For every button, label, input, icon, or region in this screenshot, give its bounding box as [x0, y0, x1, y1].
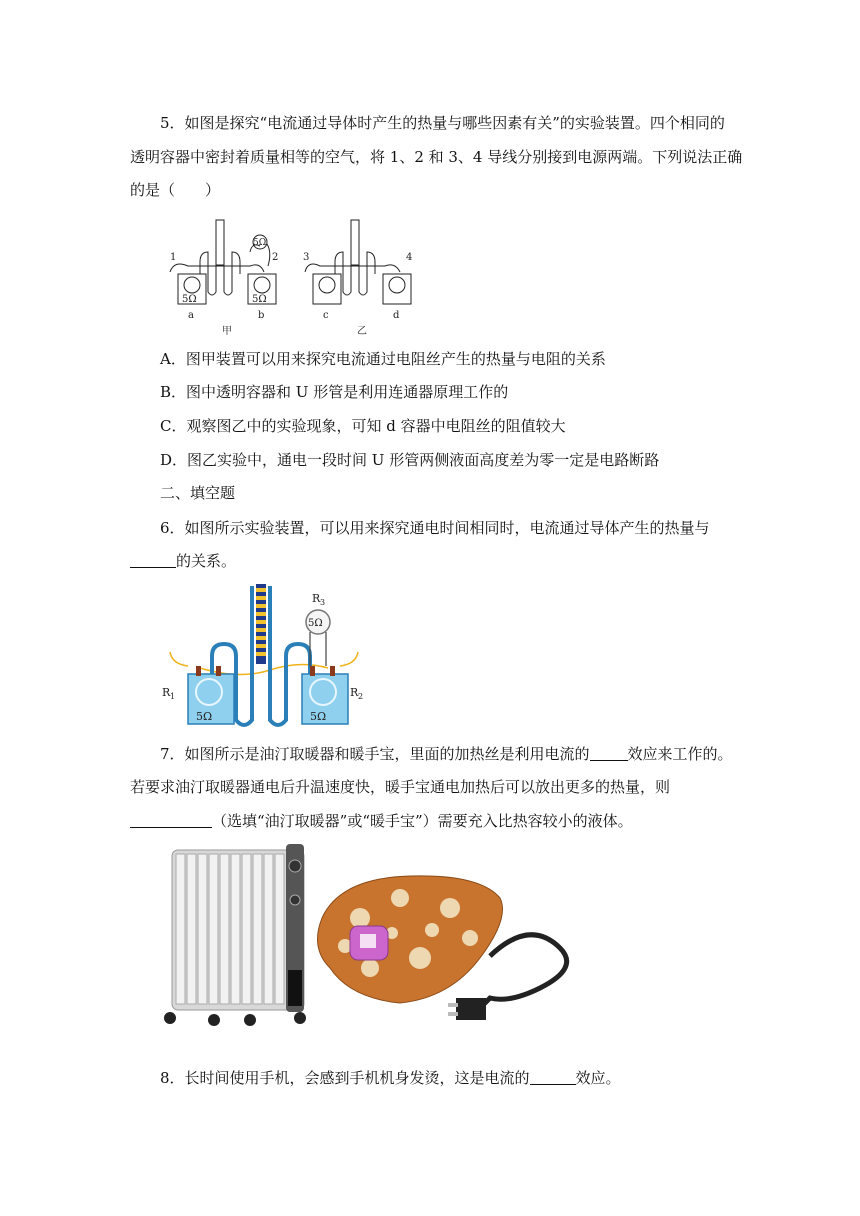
q7-answer-blank-2[interactable]: [130, 813, 212, 828]
q5-stem-line2: 透明容器中密封着质量相等的空气，将 1、2 和 3、4 导线分别接到电源两端。下列说法正确: [130, 148, 743, 166]
q5-stem-line3: 的是（ ）: [130, 181, 221, 199]
q5-figure: [160, 212, 430, 342]
q5-label-1: 1: [170, 252, 177, 263]
q6-apparatus-diagram: [160, 580, 380, 730]
q5-label-ra: 5Ω: [182, 294, 197, 305]
q6-label-r1: R: [162, 686, 171, 699]
q6-line2-text: 的关系。: [176, 552, 237, 570]
q7-answer-blank-1[interactable]: [590, 746, 628, 761]
q7-line3-after: （选填“油汀取暖器”或“暖手宝”）需要充入比热容较小的液体。: [212, 812, 633, 830]
q7-figure: [160, 838, 590, 1038]
q5-caption-left: 甲: [222, 326, 232, 337]
q5-label-2: 2: [272, 252, 279, 263]
q5-caption-right: 乙: [357, 326, 367, 337]
q5-circuit-diagram: [160, 212, 430, 342]
q5-label-rb: 5Ω: [252, 294, 267, 305]
q5-stem-line1: 5．如图是探究“电流通过导体时产生的热量与哪些因素有关”的实验装置。四个相同的: [160, 114, 725, 132]
q7-stem-line3: [130, 811, 633, 831]
q5-option-c: C．观察图乙中的实验现象，可知 d 容器中电阻丝的阻值较大: [160, 417, 566, 435]
q6-label-r2: R: [350, 686, 359, 699]
q8-stem: [160, 1068, 621, 1088]
q7-stem-line2: 若要求油汀取暖器通电后升温速度快，暖手宝通电加热后可以放出更多的热量，则: [130, 778, 671, 796]
hand-warmer-image: [318, 876, 567, 1020]
q6-label-r2-sub: 2: [358, 692, 364, 701]
q5-option-b: B．图中透明容器和 U 形管是利用连通器原理工作的: [160, 383, 509, 401]
q6-label-ohm-top: 5Ω: [308, 618, 323, 629]
q6-label-r3: R: [312, 592, 321, 605]
q5-label-a: a: [188, 310, 194, 321]
q5-label-d: d: [393, 310, 400, 321]
q5-container-c: [313, 274, 341, 304]
q6-answer-blank[interactable]: [130, 553, 176, 568]
q8-after: 效应。: [575, 1069, 621, 1087]
q6-label-ohm-right: 5Ω: [310, 710, 327, 723]
q6-stem-line2: [130, 551, 236, 571]
q5-label-4: 4: [406, 252, 413, 263]
q6-label-r3-sub: 3: [320, 598, 326, 607]
q7-line1-after: 效应来工作的。: [627, 745, 733, 763]
q5-container-d: [383, 274, 411, 304]
q8-answer-blank[interactable]: [530, 1070, 576, 1085]
q6-figure: [160, 580, 380, 730]
q7-stem-line1: [160, 744, 733, 764]
q7-photo-heater-handwarmer: [160, 838, 590, 1038]
q5-option-a: A．图甲装置可以用来探究电流通过电阻丝产生的热量与电阻的关系: [160, 350, 606, 368]
q6-stem-line1: 6．如图所示实验装置，可以用来探究通电时间相同时，电流通过导体产生的热量与: [160, 519, 710, 537]
q5-label-rx: 5Ω: [253, 238, 267, 248]
q7-line1-before: 7．如图所示是油汀取暖器和暖手宝，里面的加热丝是利用电流的: [160, 745, 590, 763]
section-heading: 二、填空题: [160, 484, 236, 502]
q5-label-3: 3: [303, 252, 310, 263]
q5-label-b: b: [258, 310, 265, 321]
q5-option-d: D．图乙实验中，通电一段时间 U 形管两侧液面高度差为零一定是电路断路: [160, 451, 660, 469]
oil-radiator-image: [164, 844, 306, 1026]
q5-label-c: c: [323, 310, 329, 321]
q6-label-r1-sub: 1: [170, 692, 176, 701]
q6-label-ohm-left: 5Ω: [196, 710, 213, 723]
q8-before: 8．长时间使用手机，会感到手机机身发烫，这是电流的: [160, 1069, 530, 1087]
